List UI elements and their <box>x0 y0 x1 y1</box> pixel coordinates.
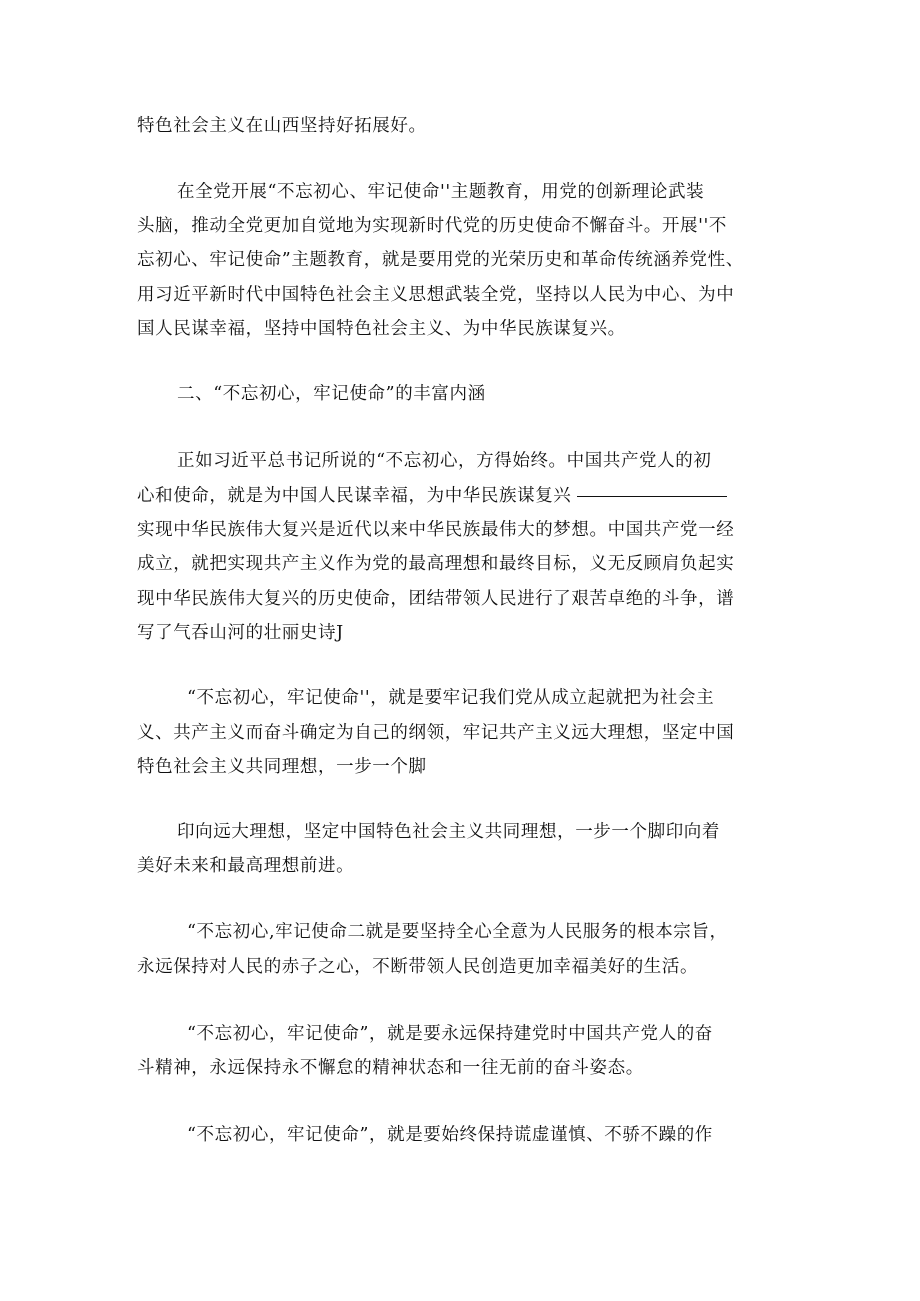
paragraph-line: 写了气吞山河的壮丽史诗J <box>137 623 344 643</box>
paragraph-line: 义、共产主义而奋斗确定为自己的纲领，牢记共产主义远大理想，坚定中国 <box>137 723 735 743</box>
paragraph-line: 成立，就把实现共产主义作为党的最高理想和最终目标，义无反顾肩负起实 <box>137 554 735 574</box>
paragraph-line: 永远保持对人民的赤子之心，不断带领人民创造更加幸福美好的生活。 <box>137 957 699 977</box>
section-heading: 二、“不忘初心，牢记使命”的丰富内涵 <box>177 384 486 404</box>
paragraph-line: “不忘初心，牢记使命”，就是要永远保持建党时中国共产党人的奋 <box>187 1024 713 1044</box>
paragraph-line: 美好未来和最高理想前进。 <box>137 856 355 876</box>
paragraph-line: “不忘初心,牢记使命二就是要坚持全心全意为人民服务的根本宗旨， <box>187 922 728 942</box>
paragraph-line: “不忘初心，牢记使命''，就是要牢记我们党从成立起就把为社会主 <box>187 688 715 708</box>
paragraph-line: 特色社会主义在山西坚持好拓展好。 <box>137 116 427 136</box>
dash-rule <box>577 496 727 497</box>
paragraph-line-with-dash <box>137 484 792 508</box>
paragraph-line: “不忘初心，牢记使命”，就是要始终保持谎虚谨慎、不骄不躁的作 <box>187 1125 713 1145</box>
paragraph-line: 正如习近平总书记所说的“不忘初心，方得始终。中国共产党人的初 <box>177 451 712 471</box>
paragraph-line: 在全党开展“不忘初心、牢记使命''主题教育，用党的创新理论武装 <box>177 182 705 202</box>
paragraph-line: 国人民谋幸福，坚持中国特色社会主义、为中华民族谋复兴。 <box>137 319 626 339</box>
paragraph-line: 用习近平新时代中国特色社会主义思想武装全党，坚持以人民为中心、为中 <box>137 285 735 305</box>
paragraph-line: 印向远大理想，坚定中国特色社会主义共同理想，一步一个脚印向着 <box>177 822 720 842</box>
paragraph-line-text: 心和使命，就是为中国人民谋幸福，为中华民族谋复兴 <box>137 486 572 506</box>
paragraph-line: 特色社会主义共同理想，一步一个脚 <box>137 757 427 777</box>
paragraph-line: 现中华民族伟大复兴的历史使命，团结带领人民进行了艰苦卓绝的斗争，谱 <box>137 589 735 609</box>
paragraph-line: 忘初心、牢记使命”主题教育，就是要用党的光荣历史和革命传统涵养党性、 <box>137 250 744 270</box>
paragraph-line: 斗精神，永远保持永不懈怠的精神状态和一往无前的奋斗姿态。 <box>137 1058 644 1078</box>
paragraph-line: 头脑，推动全党更加自觉地为实现新时代党的历史使命不懈奋斗。开展''不 <box>137 216 728 236</box>
paragraph-line: 实现中华民族伟大复兴是近代以来中华民族最伟大的梦想。中国共产党一经 <box>137 520 735 540</box>
